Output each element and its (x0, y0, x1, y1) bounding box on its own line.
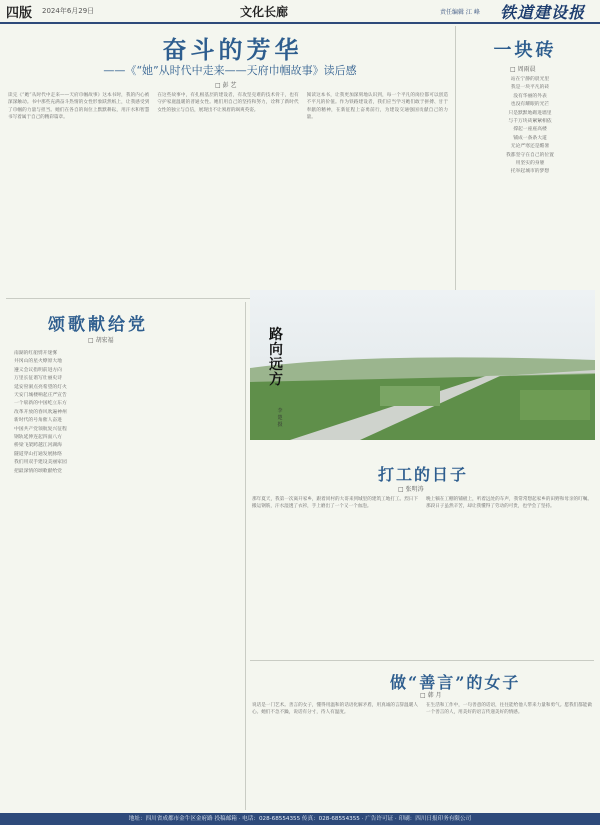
woman-article-body (252, 702, 592, 807)
woman-article-title: 做“善言”的女子 (390, 673, 521, 692)
main-article-paragraph: 在这些故事中，有扎根基层的建设者，有攻坚克难的技术骨干，也有守护家庭温暖的普通女性。她们用自己的坚持和努力，诠释了新时代女性的独立与自信，展现出不让须眉的飒爽英姿。 (157, 93, 299, 113)
work-article-byline: □ 张明涛 (398, 486, 424, 493)
poem-line: 只是默默地砌进墙里 (508, 110, 552, 116)
poem-line: 万里长征谱写壮丽史诗 (14, 376, 62, 382)
poem-line: 钢轨延伸连起四面八方 (14, 435, 62, 441)
poem-line: 桥梁飞架跨越江河湖海 (14, 443, 62, 449)
woman-article-paragraph: 说话是一门艺术。善言的女子，懂得用温和的话语化解矛盾，用真诚的言辞温暖人心。她们不急不躁，说话有分寸，待人有温度。 (252, 703, 418, 716)
poem-line: 我们用双手建设美丽家园 (14, 460, 67, 466)
poem-line: 遵义会议指明前进方向 (14, 367, 62, 373)
work-article-title: 打工的日子 (378, 465, 469, 484)
poem-article-byline: □ 胡宏福 (88, 337, 114, 344)
edition-label: 四版 (6, 6, 33, 21)
poem-body (14, 350, 239, 476)
editor-credit: 责任编辑 江 峰 (440, 9, 480, 16)
poem-line: 把最深情的颂歌献给党 (14, 468, 62, 474)
field-patch (520, 390, 590, 420)
poem-line: 也没有耀眼的光芒 (510, 102, 550, 108)
newspaper-logo: 铁道建设报 (500, 3, 586, 22)
work-article-body (252, 496, 592, 656)
poem-line: 无论严寒还是酷暑 (510, 144, 550, 150)
poem-line: 井冈山的星火燎原大地 (14, 359, 62, 365)
main-article-title: 奋斗的芳华 (162, 35, 303, 64)
main-article-paragraph: 阅读这本书，让我更加深刻地认识到，每一个平凡的岗位都可以创造不平凡的价值。作为铁路建设者，我们应当学习她们敢于拼搏、甘于奉献的精神，在新征程上奋勇前行，为建设交通强国贡献自己的力量。 (306, 93, 448, 121)
poem-line: 我都坚守在自己的位置 (506, 152, 554, 158)
poem-line: 中国共产党领航复兴征程 (14, 426, 67, 432)
field-patch (380, 386, 440, 406)
photo-feature-title: 路向远方 (269, 327, 283, 388)
poem-article-title: 颂歌献给党 (48, 315, 148, 335)
woman-article-paragraph: 在生活和工作中，一句善意的话语，往往能给他人带来力量和勇气。愿我们都能做一个善言的人，用美好的语言传递美好的情感。 (426, 703, 592, 716)
poem-line: 站在宁静的晨光里 (510, 77, 550, 82)
poem-line: 隧道穿山打通发展脉络 (14, 451, 62, 457)
brick-article-byline: □ 周雨晨 (510, 66, 536, 73)
poem-line: 我是一块平凡的砖 (510, 85, 550, 91)
poem-line: 与千万块砖紧紧相依 (508, 119, 552, 125)
poem-line: 天安门城楼响起庄严宣告 (14, 393, 67, 399)
main-article-byline: □ 彭 艺 (215, 82, 237, 89)
poem-line: 没有华丽的外表 (513, 93, 547, 99)
poem-line: 撑起一座座高楼 (513, 127, 547, 133)
brick-article-title: 一块砖 (493, 40, 557, 61)
section-divider (250, 660, 594, 661)
railway-landscape-photo (250, 290, 595, 440)
poem-line: 托举起城市的梦想 (510, 169, 550, 175)
main-article-subtitle: ——《“她”从时代中走来——天府巾帼故事》读后感 (103, 64, 357, 77)
photo-feature-author: 李楚 摄 (277, 408, 283, 428)
poem-line: 铺成一条条大道 (513, 135, 547, 141)
column-divider (245, 302, 246, 810)
poem-line: 南湖的红船劈开迷雾 (14, 351, 58, 356)
work-article-paragraph: 那年夏天，我第一次离开家乡，跟着同村的大哥来到城里的建筑工地打工。烈日下搬运钢筋，汗水湿透了衣衫，手上磨出了一个又一个血泡。 (252, 497, 418, 510)
poem-line: 新时代的号角催人奋进 (14, 418, 62, 424)
column-divider (455, 26, 456, 294)
page-header (0, 0, 600, 24)
page-footer: 地址：四川省成都市金牛区金府路 投稿邮箱 · 电话：028-68554355 传真：028-68554355 · 广告许可证 · 印刷：四川日报印务有限公司 (0, 813, 600, 825)
brick-poem-body (478, 76, 582, 177)
poem-line: 延安窑洞点亮希望的灯火 (14, 384, 67, 390)
main-article-body (8, 92, 448, 292)
work-article-paragraph: 晚上躺在工棚的铺板上，听着远处的车声，我常常想起家乡的田野和母亲的叮嘱。那段日子虽然辛苦，却让我懂得了劳动的可贵，也学会了坚持。 (426, 497, 592, 510)
poem-line: 用坚实的身躯 (515, 161, 545, 167)
main-article-paragraph: 读完《“她”从时代中走来——天府巾帼故事》这本书时，我的内心被深深触动。书中那些充满奋斗热情的女性形象跃然纸上，让我感受到了巾帼的力量与担当。她们在各自的岗位上默默耕耘，用汗水和智慧书写着属于自己的精彩篇章。 (8, 93, 150, 121)
poem-line: 一个崭新的中国屹立东方 (14, 401, 67, 407)
section-title: 文化长廊 (240, 5, 289, 19)
poem-line: 改革开放的春风吹遍神州 (14, 409, 67, 415)
woman-article-byline: □ 韩 月 (420, 692, 442, 699)
issue-date: 2024年6月29日 (42, 7, 95, 15)
